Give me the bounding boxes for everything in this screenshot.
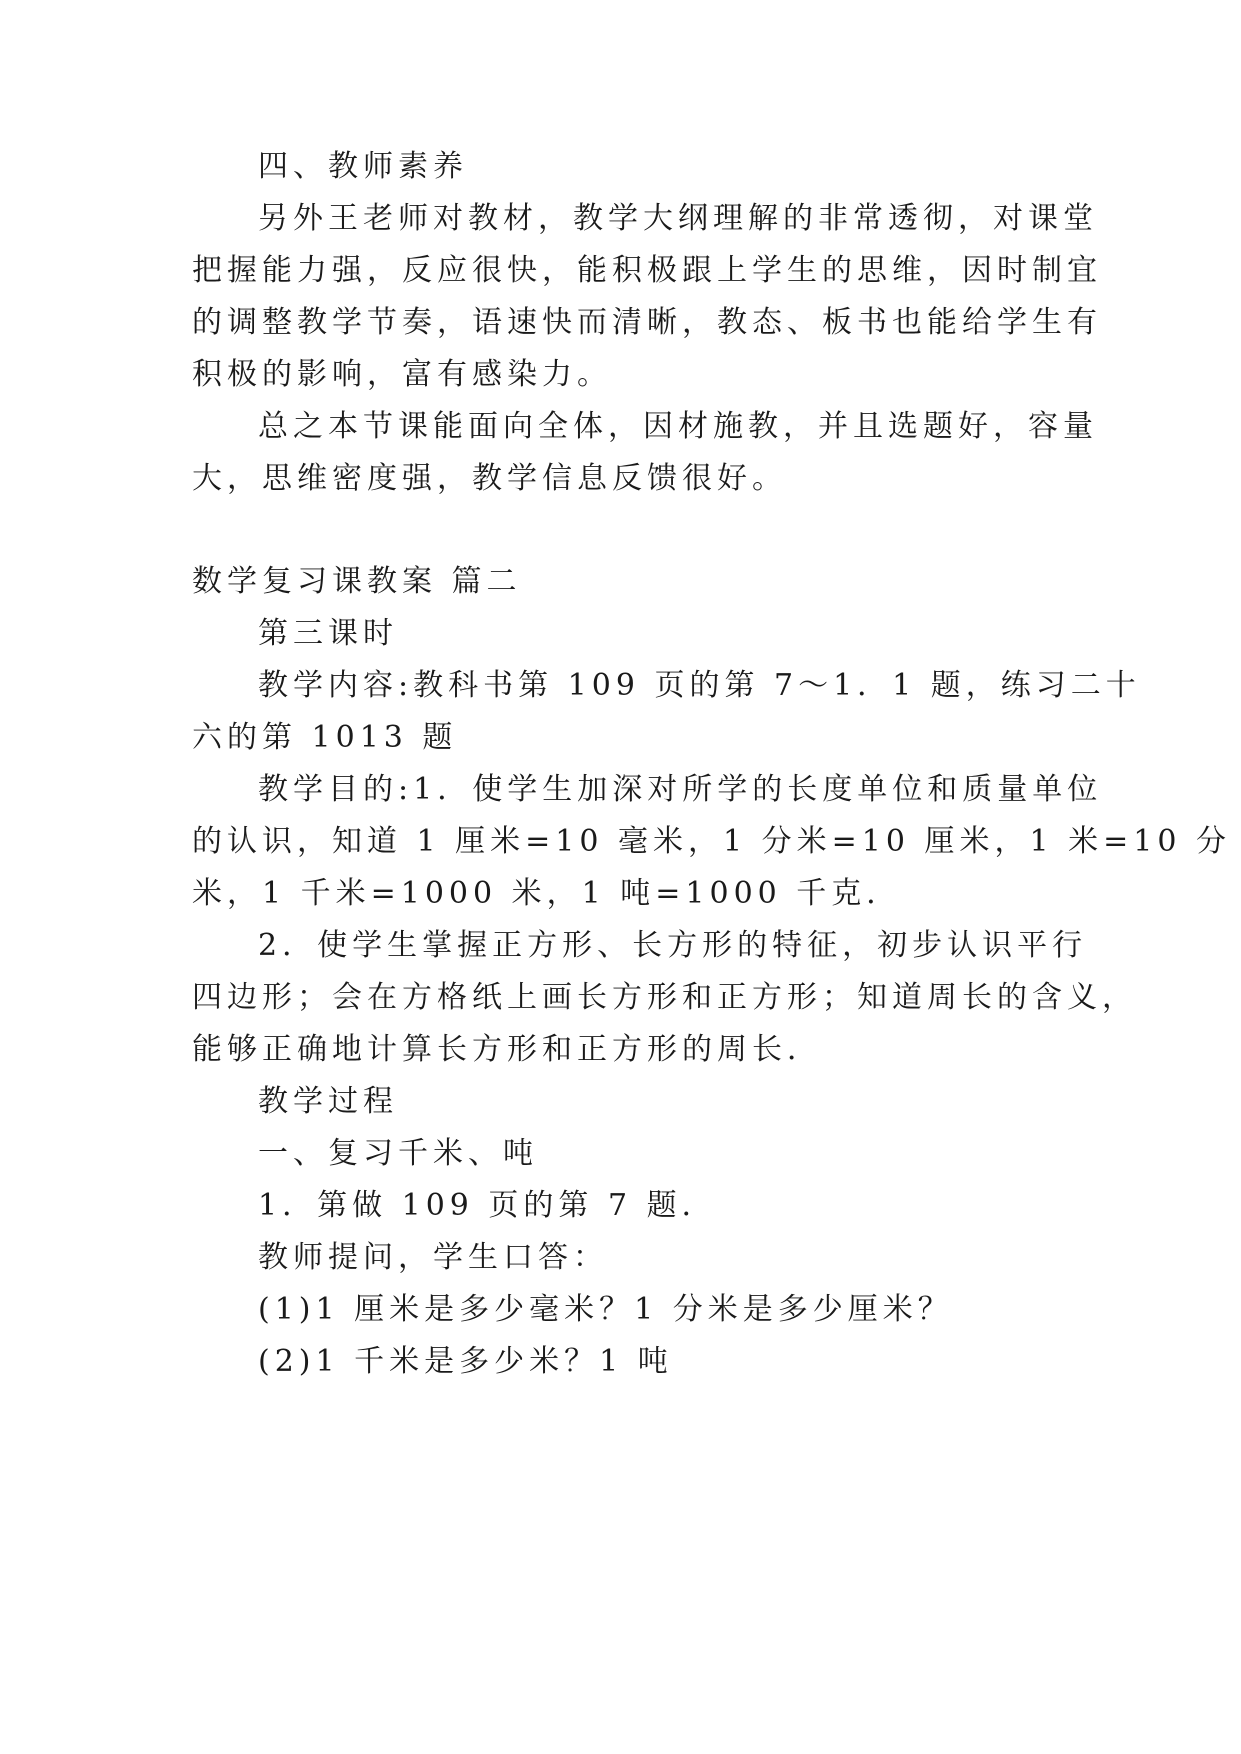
paragraph-line: 六的第 1013 题 bbox=[192, 720, 458, 755]
paragraph-line: 把握能力强，反应很快，能积极跟上学生的思维，因时制宜 bbox=[192, 253, 1102, 288]
paragraph-line: 教学内容:教科书第 109 页的第 7～1．1 题，练习二十 bbox=[258, 668, 1141, 703]
paragraph-line: 积极的影响，富有感染力。 bbox=[192, 357, 612, 392]
section-heading-process: 教学过程 bbox=[258, 1084, 398, 1119]
section-heading-teacher-quality: 四、教师素养 bbox=[258, 149, 468, 184]
paragraph-line: 教学目的:1．使学生加深对所学的长度单位和质量单位 bbox=[258, 772, 1103, 807]
paragraph-line: 四边形；会在方格纸上画长方形和正方形；知道周长的含义， bbox=[192, 980, 1137, 1015]
paragraph-line: 2．使学生掌握正方形、长方形的特征，初步认识平行 bbox=[258, 928, 1088, 963]
question-intro: 教师提问，学生口答： bbox=[258, 1240, 608, 1275]
step-item: 1．第做 109 页的第 7 题． bbox=[258, 1188, 717, 1223]
paragraph-line: 大，思维密度强，教学信息反馈很好。 bbox=[192, 461, 787, 496]
paragraph-line: 另外王老师对教材，教学大纲理解的非常透彻，对课堂 bbox=[258, 201, 1098, 236]
article-title: 数学复习课教案 篇二 bbox=[192, 564, 522, 599]
question-item: (1)1 厘米是多少毫米？1 分米是多少厘米？ bbox=[258, 1292, 953, 1327]
paragraph-line: 的调整教学节奏，语速快而清晰，教态、板书也能给学生有 bbox=[192, 305, 1102, 340]
paragraph-line: 总之本节课能面向全体，因材施教，并且选题好，容量 bbox=[258, 409, 1098, 444]
paragraph-line: 米，1 千米=1000 米，1 吨=1000 千克． bbox=[192, 876, 902, 911]
paragraph-line: 的认识，知道 1 厘米=10 毫米，1 分米=10 厘米，1 米=10 分 bbox=[192, 824, 1231, 859]
paragraph-line: 能够正确地计算长方形和正方形的周长． bbox=[192, 1032, 822, 1067]
lesson-label: 第三课时 bbox=[258, 616, 398, 651]
section-heading-review: 一、复习千米、吨 bbox=[258, 1136, 538, 1171]
question-item: (2)1 千米是多少米？1 吨 bbox=[258, 1344, 673, 1379]
